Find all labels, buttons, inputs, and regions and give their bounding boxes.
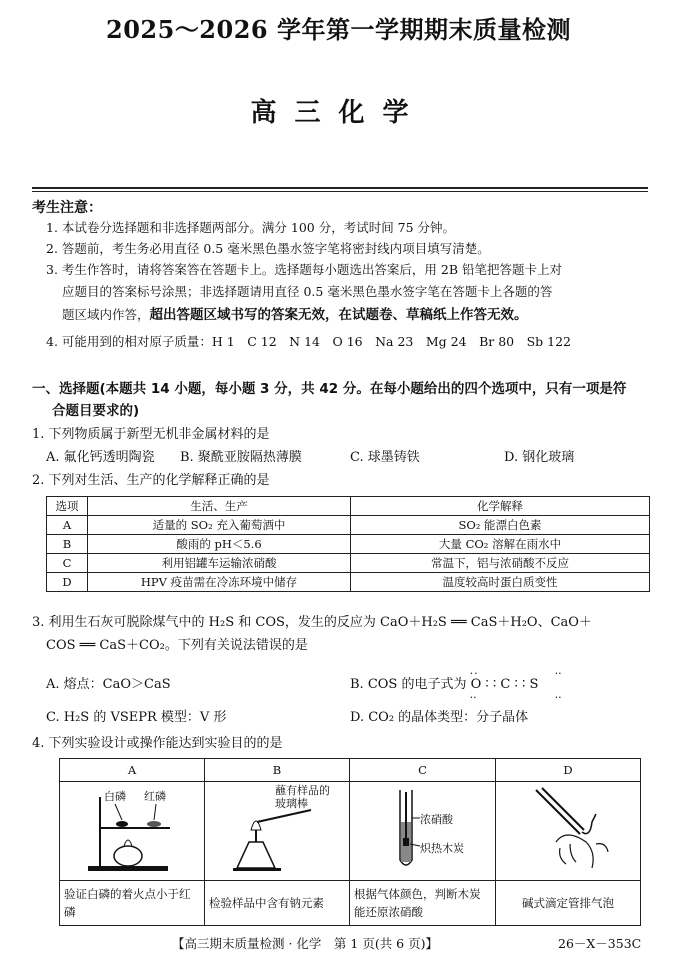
q3-option-c: C. H₂S 的 VSEPR 模型：V 形 xyxy=(46,710,227,725)
q2-cell: D xyxy=(47,573,88,592)
q2-cell: 温度较高时蛋白质变性 xyxy=(351,573,650,592)
q2-table xyxy=(46,496,650,592)
section-heading xyxy=(32,378,652,422)
q2-table-header xyxy=(47,497,650,516)
q3-stem-line2: COS ══ CaS＋CO₂。下列有关说法错误的是 xyxy=(46,638,308,653)
q1-option-b: B. 聚酰亚胺隔热薄膜 xyxy=(180,450,302,465)
phosphorus-apparatus-figure xyxy=(60,782,204,877)
table-row xyxy=(47,535,650,554)
q2-cell: C xyxy=(47,554,88,573)
figure-b-cell xyxy=(205,782,350,881)
table-row xyxy=(47,554,650,573)
q4-table xyxy=(59,758,641,926)
label-sample-glass-rod: 蘸有样品的玻璃棒 xyxy=(275,784,330,810)
divider-thin xyxy=(32,191,648,192)
q4-header-row xyxy=(60,759,641,782)
q1-stem: 1. 下列物质属于新型无机非金属材料的是 xyxy=(32,427,270,442)
notice-heading: 考生注意： xyxy=(32,200,102,216)
q2-cell: 利用铝罐车运输浓硝酸 xyxy=(88,554,351,573)
q3-option-b xyxy=(350,667,562,704)
q2-header-explanation: 化学解释 xyxy=(351,497,650,516)
lone-pair-dots-top-s: ·· xyxy=(554,667,562,680)
label-white-phosphorus: 白磷 xyxy=(104,790,126,803)
q2-cell: SO₂ 能漂白色素 xyxy=(351,516,650,535)
notice-item-3-cont2 xyxy=(62,304,528,326)
q4-header-b: B xyxy=(205,759,350,782)
caption-d: 碱式滴定管排气泡 xyxy=(496,881,641,926)
q4-caption-row xyxy=(60,881,641,926)
cos-electron-formula xyxy=(469,667,562,704)
subject-title: 高三化学 xyxy=(250,98,427,128)
caption-a: 验证白磷的着火点小于红磷 xyxy=(60,881,205,926)
caption-c: 根据气体颜色，判断木炭能还原浓硝酸 xyxy=(350,881,496,926)
notice-item-3-text: 题区域内作答， xyxy=(62,307,150,322)
q2-stem: 2. 下列对生活、生产的化学解释正确的是 xyxy=(32,473,270,488)
q1-option-d: D. 钢化玻璃 xyxy=(504,450,575,465)
q4-header-d: D xyxy=(496,759,641,782)
notice-warning: 超出答题区域书写的答案无效，在试题卷、草稿纸上作答无效。 xyxy=(149,307,528,323)
label-conc-nitric-acid: 浓硝酸 xyxy=(420,813,453,826)
footer-page-info: 【高三期末质量检测 · 化学 第 1 页(共 6 页)】 xyxy=(172,936,438,951)
figure-a-cell xyxy=(60,782,205,881)
figure-d-cell xyxy=(496,782,641,881)
notice-item-3-cont: 应题目的答案标号涂黑；非选择题请用直径 0.5 毫米黑色墨水签字笔在答题卡上各题的答 xyxy=(62,284,553,299)
lone-pair-dots-top: ·· xyxy=(469,667,479,680)
lone-pair-dots-bottom: ·· xyxy=(469,691,477,704)
notice-item-2: 2. 答题前，考生务必用直径 0.5 毫米黑色墨水签字笔将密封线内项目填写清楚。 xyxy=(46,241,490,256)
lone-pair-dots-bottom-s: ·· xyxy=(554,691,562,704)
q4-header-c: C xyxy=(350,759,496,782)
q1-option-a: A. 氟化钙透明陶瓷 xyxy=(46,450,155,465)
q4-figure-row xyxy=(60,782,641,881)
table-row xyxy=(47,573,650,592)
q4-stem: 4. 下列实验设计或操作能达到实验目的的是 xyxy=(32,736,283,751)
notice-item-4: 4. 可能用到的相对原子质量：H 1 C 12 N 14 O 16 Na 23 Mg 24 Br 80 Sb 122 xyxy=(46,334,572,349)
q3-stem-line1: 3. 利用生石灰可脱除煤气中的 H₂S 和 COS，发生的反应为 CaO＋H₂S ══ CaS＋H₂O、CaO＋ xyxy=(32,615,592,630)
q3-option-d: D. CO₂ 的晶体类型：分子晶体 xyxy=(350,710,529,725)
q2-cell: A xyxy=(47,516,88,535)
section-heading-line1: 一、选择题(本题共 14 小题，每小题 3 分，共 42 分。在每小题给出的四个选项中，只有一项是符 xyxy=(32,381,627,397)
figure-c-cell xyxy=(350,782,496,881)
test-tube-figure xyxy=(350,782,495,877)
q2-cell: B xyxy=(47,535,88,554)
table-row xyxy=(47,516,650,535)
q2-header-life: 生活、生产 xyxy=(88,497,351,516)
q2-cell: 大量 CO₂ 溶解在雨水中 xyxy=(351,535,650,554)
exam-title: 2025～2026 学年第一学期期末质量检测 xyxy=(106,15,571,44)
notice-item-1: 1. 本试卷分选择题和非选择题两部分。满分 100 分，考试时间 75 分钟。 xyxy=(46,220,456,235)
label-hot-charcoal: 炽热木炭 xyxy=(420,842,464,855)
q2-cell: HPV 疫苗需在冷冻环境中储存 xyxy=(88,573,351,592)
q1-option-c: C. 球墨铸铁 xyxy=(350,450,420,465)
section-heading-line2: 合题目要求的) xyxy=(52,403,140,419)
q3-option-a: A. 熔点：CaO＞CaS xyxy=(46,677,171,692)
footer-code: 26－X－353C xyxy=(558,936,642,951)
q2-cell: 酸雨的 pH＜5.6 xyxy=(88,535,351,554)
q4-header-a: A xyxy=(60,759,205,782)
burette-figure xyxy=(496,782,640,877)
cos-formula-text: O ∶ ∶ C ∶ ∶ S xyxy=(470,677,539,692)
q2-cell: 适量的 SO₂ 充入葡萄酒中 xyxy=(88,516,351,535)
notice-item-3: 3. 考生作答时，请将答案答在答题卡上。选择题每小题选出答案后，用 2B 铅笔把答题卡上对 xyxy=(46,262,562,277)
divider-thick xyxy=(32,187,648,189)
label-red-phosphorus: 红磷 xyxy=(144,790,166,803)
q3-option-b-prefix: B. COS 的电子式为 xyxy=(350,677,467,692)
caption-b: 检验样品中含有钠元素 xyxy=(205,881,350,926)
q2-header-option: 选项 xyxy=(47,497,88,516)
q2-cell: 常温下，铝与浓硝酸不反应 xyxy=(351,554,650,573)
